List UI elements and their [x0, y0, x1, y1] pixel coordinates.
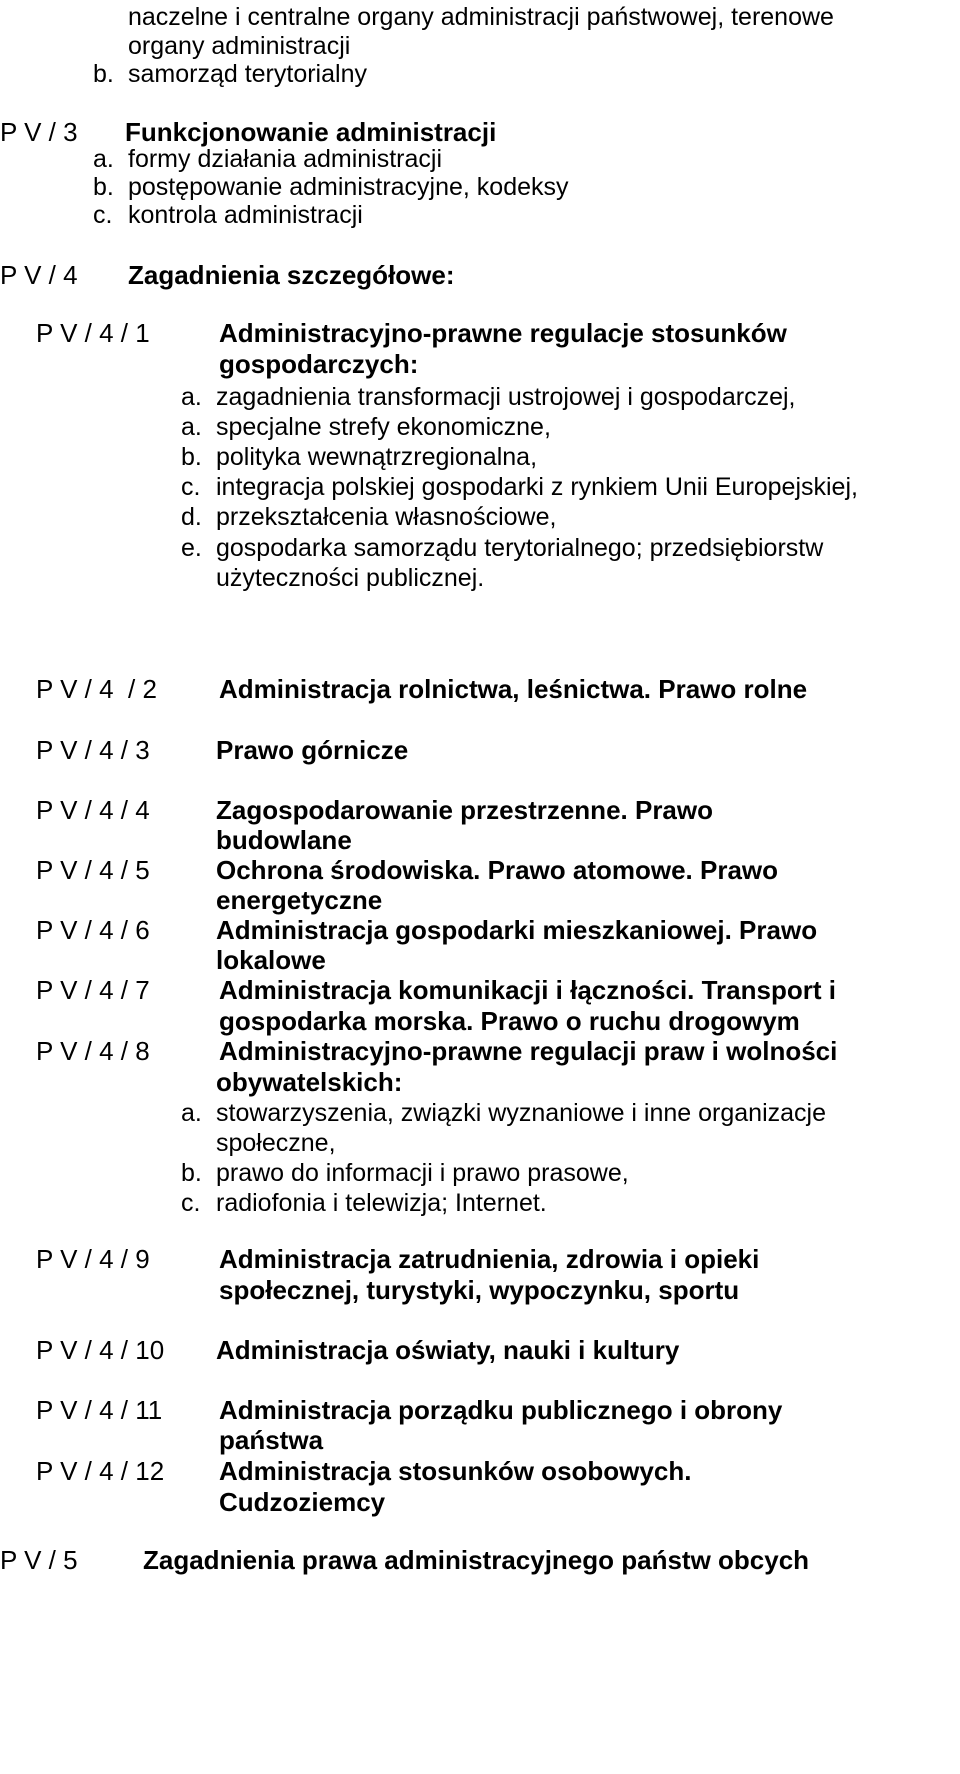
section-title-pv42: Administracja rolnictwa, leśnictwa. Prawo rolne — [219, 674, 808, 704]
section-title-pv412-cont: Cudzoziemcy — [219, 1487, 386, 1517]
list-item: polityka wewnątrzregionalna, — [216, 443, 538, 471]
section-title-pv44-cont: budowlane — [216, 825, 352, 855]
section-code-pv410: P V / 4 / 10 — [36, 1335, 165, 1365]
section-title-pv45-cont: energetyczne — [216, 885, 383, 915]
section-title-pv412: Administracja stosunków osobowych. — [219, 1456, 692, 1486]
list-marker: b. — [93, 173, 114, 201]
list-marker: a. — [181, 413, 202, 441]
section-code-pv46: P V / 4 / 6 — [36, 915, 150, 945]
list-item: formy działania administracji — [128, 145, 443, 173]
section-title-pv46-cont: lokalowe — [216, 945, 326, 975]
section-code-pv44: P V / 4 / 4 — [36, 795, 150, 825]
section-title-pv44: Zagospodarowanie przestrzenne. Prawo — [216, 795, 713, 825]
section-code-pv45: P V / 4 / 5 — [36, 855, 150, 885]
section-title-pv410: Administracja oświaty, nauki i kultury — [216, 1335, 680, 1365]
section-title-pv49: Administracja zatrudnienia, zdrowia i opieki — [219, 1244, 760, 1274]
list-item: gospodarka samorządu terytorialnego; przedsiębiorstw — [216, 534, 824, 562]
section-code-pv411: P V / 4 / 11 — [36, 1395, 163, 1425]
section-title-pv45: Ochrona środowiska. Prawo atomowe. Prawo — [216, 855, 779, 885]
section-code-pv42: P V / 4 / 2 — [36, 674, 157, 704]
list-item: stowarzyszenia, związki wyznaniowe i inne organizacje — [216, 1099, 826, 1127]
section-title-pv411-cont: państwa — [219, 1425, 324, 1455]
list-item: kontrola administracji — [128, 201, 363, 229]
intro-item-marker: b. — [93, 60, 114, 88]
section-title-pv46: Administracja gospodarki mieszkaniowej. Prawo — [216, 915, 818, 945]
section-title-pv49-cont: społecznej, turystyki, wypoczynku, sportu — [219, 1275, 740, 1305]
list-item-cont: społeczne, — [216, 1129, 336, 1157]
intro-line-1: naczelne i centralne organy administracji państwowej, terenowe — [128, 3, 834, 31]
section-code-pv49: P V / 4 / 9 — [36, 1244, 150, 1274]
section-code-pv412: P V / 4 / 12 — [36, 1456, 165, 1486]
section-title-pv411: Administracja porządku publicznego i obrony — [219, 1395, 783, 1425]
list-item: zagadnienia transformacji ustrojowej i gospodarczej, — [216, 383, 796, 411]
list-item: przekształcenia własnościowe, — [216, 503, 557, 531]
section-title-pv4: Zagadnienia szczegółowe: — [128, 260, 455, 290]
section-title-pv43: Prawo górnicze — [216, 735, 409, 765]
section-code-pv41: P V / 4 / 1 — [36, 318, 150, 348]
list-item: specjalne strefy ekonomiczne, — [216, 413, 551, 441]
section-code-pv47: P V / 4 / 7 — [36, 975, 150, 1005]
section-title-pv3: Funkcjonowanie administracji — [125, 117, 497, 147]
list-marker: b. — [181, 1159, 202, 1187]
list-marker: b. — [181, 443, 202, 471]
list-marker: d. — [181, 503, 202, 531]
section-title-pv48-cont: obywatelskich: — [216, 1067, 403, 1097]
list-marker: a. — [93, 145, 114, 173]
section-code-pv5: P V / 5 — [0, 1545, 78, 1575]
section-code-pv48: P V / 4 / 8 — [36, 1036, 150, 1066]
section-title-pv47-cont: gospodarka morska. Prawo o ruchu drogowym — [219, 1006, 800, 1036]
list-item: postępowanie administracyjne, kodeksy — [128, 173, 569, 201]
section-title-pv41: Administracyjno-prawne regulacje stosunków — [219, 318, 787, 348]
section-code-pv3: P V / 3 — [0, 117, 78, 147]
list-marker: a. — [181, 383, 202, 411]
list-item: prawo do informacji i prawo prasowe, — [216, 1159, 629, 1187]
section-title-pv48: Administracyjno-prawne regulacji praw i wolności — [219, 1036, 838, 1066]
list-item: radiofonia i telewizja; Internet. — [216, 1189, 547, 1217]
list-marker: e. — [181, 534, 202, 562]
intro-item-text: samorząd terytorialny — [128, 60, 367, 88]
list-marker: c. — [93, 201, 113, 229]
section-code-pv43: P V / 4 / 3 — [36, 735, 150, 765]
intro-line-2: organy administracji — [128, 32, 351, 60]
section-title-pv5: Zagadnienia prawa administracyjnego państw obcych — [143, 1545, 810, 1575]
section-code-pv4: P V / 4 — [0, 260, 78, 290]
list-marker: a. — [181, 1099, 202, 1127]
list-marker: c. — [181, 1189, 201, 1217]
list-item-cont: użyteczności publicznej. — [216, 564, 485, 592]
list-marker: c. — [181, 473, 201, 501]
list-item: integracja polskiej gospodarki z rynkiem Unii Europejskiej, — [216, 473, 858, 501]
section-title-pv41-cont: gospodarczych: — [219, 349, 419, 379]
section-title-pv47: Administracja komunikacji i łączności. Transport i — [219, 975, 836, 1005]
